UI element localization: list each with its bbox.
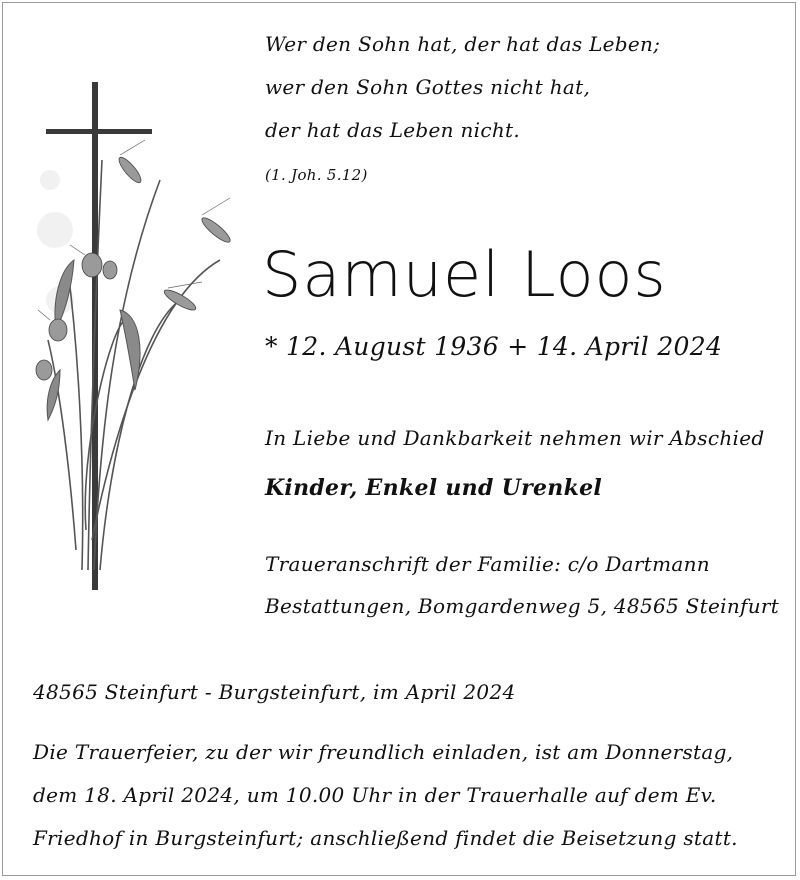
- ceremony-line-1: Die Trauerfeier, zu der wir freundlich einladen, ist am Donnerstag,: [33, 740, 734, 764]
- verse-line-2: wer den Sohn Gottes nicht hat,: [265, 75, 591, 99]
- deceased-name: Samuel Loos: [262, 238, 667, 311]
- verse-reference: (1. Joh. 5.12): [265, 166, 368, 184]
- place-and-date: 48565 Steinfurt - Burgsteinfurt, im April 2024: [33, 680, 516, 704]
- verse-line-3: der hat das Leben nicht.: [265, 118, 521, 142]
- ceremony-line-3: Friedhof in Burgsteinfurt; anschließend findet die Beisetzung statt.: [33, 826, 738, 850]
- mourning-address-line-2: Bestattungen, Bomgardenweg 5, 48565 Steinfurt: [265, 594, 780, 618]
- ceremony-line-2: dem 18. April 2024, um 10.00 Uhr in der Trauerhalle auf dem Ev.: [33, 783, 717, 807]
- farewell-text: In Liebe und Dankbarkeit nehmen wir Abschied: [265, 426, 765, 450]
- mourning-address-line-1: Traueranschrift der Familie: c/o Dartmann: [265, 552, 710, 576]
- family-signature: Kinder, Enkel und Urenkel: [265, 475, 603, 501]
- life-dates: * 12. August 1936 + 14. April 2024: [265, 332, 723, 361]
- verse-line-1: Wer den Sohn hat, der hat das Leben;: [265, 32, 661, 56]
- cross-with-wheat-icon: [30, 70, 245, 600]
